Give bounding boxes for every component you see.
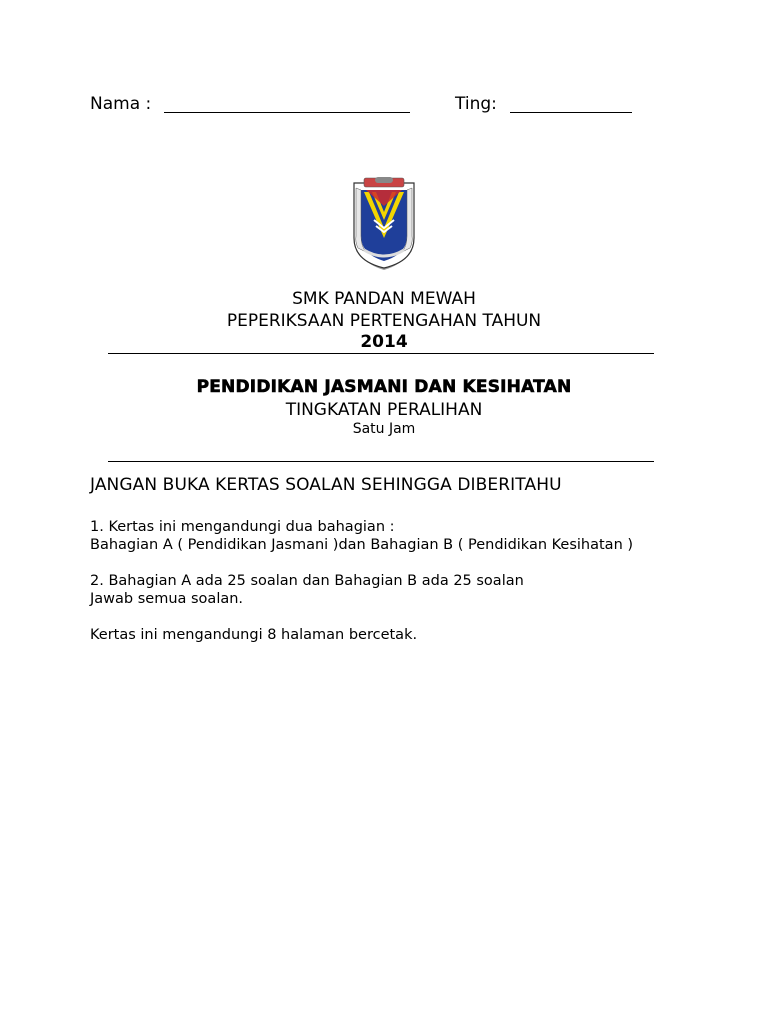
form-label: Ting: [455,94,497,114]
name-field[interactable] [164,112,410,113]
school-crest-logo [350,176,418,272]
school-name: SMK PANDAN MEWAH [292,289,476,309]
warning-text: JANGAN BUKA KERTAS SOALAN SEHINGGA DIBERITAHU [90,475,562,495]
exam-title: PEPERIKSAAN PERTENGAHAN TAHUN [226,311,542,331]
instruction-item-2-detail: Jawab semua soalan. [90,591,244,607]
form-field[interactable] [510,112,632,113]
divider-bottom [108,461,654,462]
subject-title: PENDIDIKAN JASMANI DAN KESIHATAN [196,377,572,397]
exam-year: 2014 [360,332,408,352]
divider-top [108,353,654,354]
pages-note: Kertas ini mengandungi 8 halaman bercetak. [90,627,418,643]
instruction-item-1: 1. Kertas ini mengandungi dua bahagian : [90,519,395,535]
name-label: Nama : [90,94,152,114]
instruction-item-1-detail: Bahagian A ( Pendidikan Jasmani )dan Bahagian B ( Pendidikan Kesihatan ) [90,537,634,553]
duration: Satu Jam [352,421,416,437]
instruction-item-2: 2. Bahagian A ada 25 soalan dan Bahagian B ada 25 soalan [90,573,524,589]
level-title: TINGKATAN PERALIHAN [285,400,483,420]
